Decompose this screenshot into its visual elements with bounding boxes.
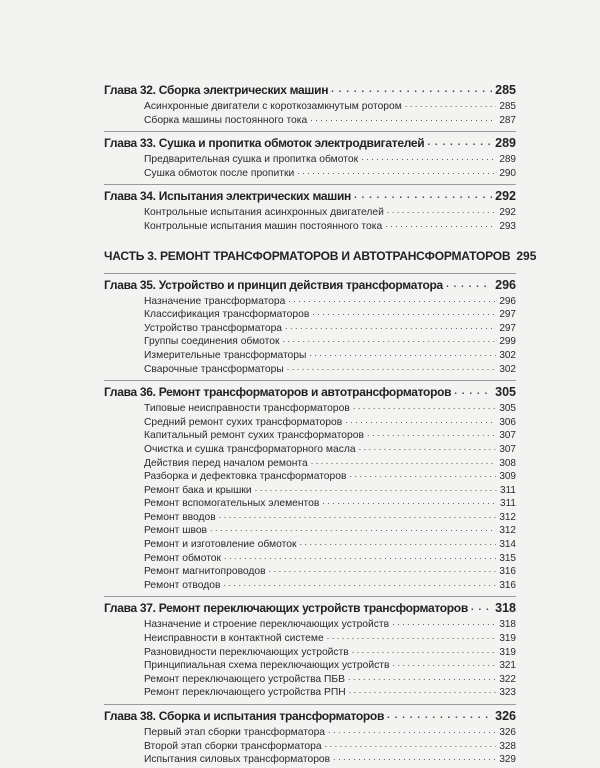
toc-entry[interactable] — [104, 221, 516, 235]
dot-leader — [325, 739, 497, 749]
entry-title: Устройство трансформатора — [144, 322, 283, 334]
entry-page: 296 — [499, 295, 516, 307]
entry-title: Ремонт отводов — [144, 579, 221, 591]
entry-page: 289 — [499, 154, 516, 166]
entry-title: Асинхронные двигатели с короткозамкнутым ротором — [144, 101, 402, 112]
entry-page: 319 — [499, 646, 516, 658]
toc-entry[interactable] — [104, 687, 516, 701]
entry-title: Ремонт переключающего устройства РПН — [144, 687, 346, 699]
entry-page: 309 — [499, 471, 516, 483]
entry-page: 319 — [499, 633, 516, 645]
entry-page: 297 — [499, 309, 516, 321]
entry-title: Принципиальная схема переключающих устройств — [144, 660, 390, 672]
chapter-title: Глава 38. Сборка и испытания трансформаторов — [104, 709, 385, 723]
dot-leader — [285, 321, 496, 331]
entry-title: Измерительные трансформаторы — [144, 349, 307, 361]
dot-leader — [311, 456, 497, 466]
entry-page: 302 — [499, 349, 516, 361]
dot-leader — [309, 348, 496, 358]
entry-title: Сварочные трансформаторы — [144, 363, 284, 375]
entry-title: Ремонт вспомогательных элементов — [144, 498, 320, 510]
dot-leader — [333, 752, 496, 762]
chapter-title: Глава 35. Устройство и принцип действия трансформатора — [104, 277, 443, 292]
entry-title: Капитальный ремонт сухих трансформаторов — [144, 430, 364, 442]
chapter-page: 285 — [495, 83, 516, 97]
entry-title: Ремонт обмоток — [144, 552, 222, 564]
chapter-title: Глава 34. Испытания электрических машин — [104, 189, 351, 204]
chapter-title: Глава 32. Сборка электрических машин — [104, 83, 329, 97]
entry-page: 308 — [499, 457, 516, 469]
chapter-page: 318 — [495, 601, 516, 616]
dot-leader — [385, 219, 496, 229]
divider — [104, 273, 516, 274]
entry-page: 311 — [500, 498, 516, 510]
entry-page: 323 — [499, 687, 516, 699]
dot-leader — [322, 496, 497, 506]
table-of-contents — [104, 79, 537, 768]
dot-leader — [287, 362, 497, 372]
dot-leader — [288, 294, 496, 304]
dot-leader — [310, 113, 496, 123]
dot-leader — [471, 602, 492, 612]
part-title: ЧАСТЬ 3. РЕМОНТ ТРАНСФОРМАТОРОВ И АВТОТРАНСФОРМАТОРОВ — [104, 248, 511, 263]
dot-leader — [224, 551, 496, 561]
entry-title: Очистка и сушка трансформаторного масла — [144, 443, 356, 455]
part-3-heading[interactable] — [104, 248, 537, 267]
entry-title: Разновидности переключающих устройств — [144, 646, 349, 658]
dot-leader — [327, 631, 497, 641]
dot-leader — [392, 658, 496, 668]
toc-entry[interactable] — [104, 115, 516, 129]
dot-leader — [349, 469, 496, 479]
dot-leader — [454, 386, 492, 396]
entry-title: Первый этап сборки трансформатора — [144, 727, 326, 738]
toc-entry[interactable] — [104, 754, 516, 768]
entry-page: 328 — [499, 740, 516, 752]
entry-title: Ремонт переключающего устройства ПБВ — [144, 673, 346, 685]
entry-page: 285 — [499, 101, 516, 112]
entry-title: Средний ремонт сухих трансформаторов — [144, 416, 343, 428]
entry-title: Типовые неисправности трансформаторов — [144, 403, 350, 415]
chapter-page: 296 — [495, 277, 516, 292]
dot-leader — [297, 166, 496, 176]
dot-leader — [348, 672, 496, 682]
entry-title: Сборка машины постоянного тока — [144, 114, 308, 126]
entry-page: 315 — [499, 552, 516, 564]
entry-page: 293 — [499, 220, 516, 232]
dot-leader — [353, 401, 497, 411]
dot-leader — [367, 428, 496, 438]
entry-page: 302 — [499, 363, 516, 375]
divider — [104, 596, 516, 597]
chapter-title: Глава 36. Ремонт трансформаторов и автотрансформаторов — [104, 385, 452, 400]
entry-title: Второй этап сборки трансформатора — [144, 740, 322, 752]
entry-title: Назначение и строение переключающих устройств — [144, 619, 390, 631]
entry-title: Назначение трансформатора — [144, 295, 286, 307]
dot-leader — [345, 415, 496, 425]
toc-entry[interactable] — [104, 364, 516, 378]
chapter-page: 292 — [495, 189, 516, 204]
entry-page: 322 — [499, 673, 516, 685]
part-page: 295 — [516, 248, 537, 263]
entry-page: 306 — [499, 416, 516, 428]
entry-page: 292 — [499, 207, 516, 219]
entry-page: 316 — [499, 579, 516, 591]
dot-leader — [219, 510, 497, 520]
entry-title: Испытания силовых трансформаторов — [144, 754, 331, 766]
chapter-page: 326 — [495, 709, 516, 723]
entry-page: 314 — [499, 539, 516, 551]
entry-page: 311 — [500, 484, 516, 496]
entry-title: Разборка и дефектовка трансформаторов — [144, 471, 347, 483]
entry-page: 290 — [499, 167, 516, 179]
entry-page: 318 — [499, 619, 516, 631]
entry-title: Ремонт магнитопроводов — [144, 566, 266, 578]
dot-leader — [405, 99, 496, 109]
entry-title: Ремонт и изготовление обмоток — [144, 539, 297, 551]
entry-page: 316 — [499, 566, 516, 578]
entry-title: Группы соединения обмоток — [144, 336, 280, 348]
dot-leader — [255, 483, 497, 493]
dot-leader — [210, 523, 496, 533]
entry-title: Ремонт вводов — [144, 511, 216, 523]
entry-page: 307 — [499, 443, 516, 455]
dot-leader — [427, 137, 492, 147]
entry-title: Предварительная сушка и пропитка обмоток — [144, 154, 359, 166]
entry-page: 321 — [499, 660, 516, 672]
entry-page: 329 — [499, 754, 516, 766]
entry-page: 307 — [499, 430, 516, 442]
entry-page: 326 — [499, 727, 516, 738]
divider — [104, 131, 516, 132]
entry-page: 312 — [499, 511, 516, 523]
dot-leader — [283, 334, 497, 344]
dot-leader — [224, 578, 497, 588]
entry-page: 312 — [499, 525, 516, 537]
chapter-title: Глава 33. Сушка и пропитка обмоток электродвигателей — [104, 136, 425, 151]
dot-leader — [387, 205, 496, 215]
dot-leader — [387, 710, 492, 720]
dot-leader — [354, 190, 492, 200]
dot-leader — [361, 152, 496, 162]
dot-leader — [359, 442, 497, 452]
dot-leader — [352, 645, 497, 655]
entry-title: Неисправности в контактной системе — [144, 633, 324, 645]
entry-title: Контрольные испытания асинхронных двигателей — [144, 207, 384, 219]
dot-leader — [349, 685, 497, 695]
entry-page: 299 — [499, 336, 516, 348]
dot-leader — [299, 537, 496, 547]
toc-entry[interactable] — [104, 580, 516, 594]
dot-leader — [312, 307, 496, 317]
entry-page: 305 — [499, 403, 516, 415]
dot-leader — [446, 279, 492, 289]
chapter-page: 289 — [495, 136, 516, 151]
entry-title: Ремонт швов — [144, 525, 208, 537]
entry-title: Контрольные испытания машин постоянного тока — [144, 220, 383, 232]
dot-leader — [328, 725, 496, 735]
divider — [104, 184, 516, 185]
chapter-title: Глава 37. Ремонт переключающих устройств трансформаторов — [104, 601, 468, 616]
chapter-page: 305 — [495, 385, 516, 400]
toc-entry[interactable] — [104, 168, 516, 182]
dot-leader — [331, 84, 492, 94]
entry-title: Ремонт бака и крышки — [144, 484, 252, 496]
dot-leader — [269, 564, 497, 574]
entry-page: 297 — [499, 322, 516, 334]
divider — [104, 704, 516, 705]
entry-title: Сушка обмоток после пропитки — [144, 167, 295, 179]
entry-page: 287 — [499, 114, 516, 126]
divider — [104, 380, 516, 381]
entry-title: Действия перед началом ремонта — [144, 457, 308, 469]
entry-title: Классификация трансформаторов — [144, 309, 310, 321]
dot-leader — [392, 617, 496, 627]
